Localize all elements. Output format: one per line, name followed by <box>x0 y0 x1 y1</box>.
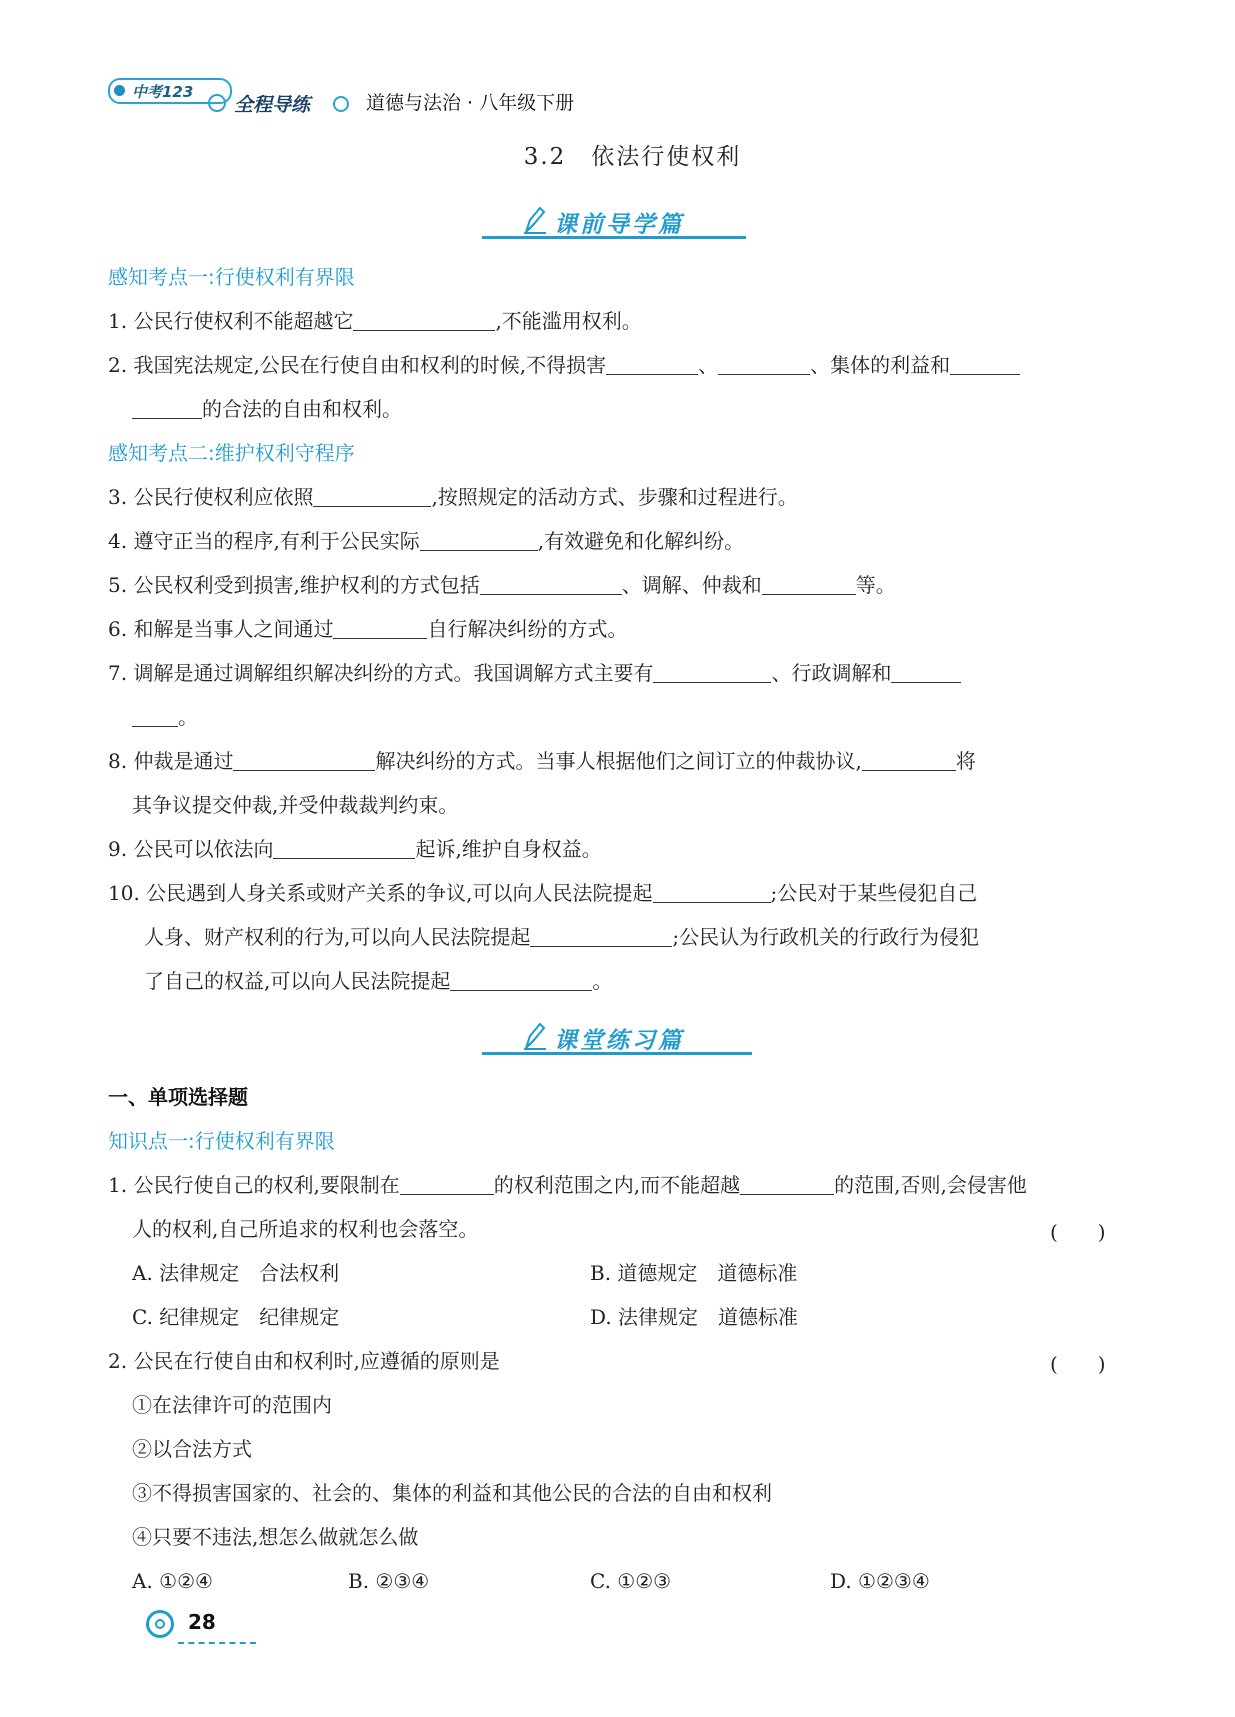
answer-blank[interactable] <box>132 706 178 727</box>
question-8: 8. 仲裁是通过 解决纠纷的方式。当事人根据他们之间订立的仲裁协议, 将 <box>108 749 976 773</box>
question-8-cont: 其争议提交仲裁,并受仲裁裁判约束。 <box>132 793 459 817</box>
page-number: 28 <box>188 1610 216 1634</box>
question-2: 2. 我国宪法规定,公民在行使自由和权利的时候,不得损害 、 、集体的利益和 <box>108 352 1020 378</box>
answer-blank[interactable] <box>606 354 698 375</box>
question-10-cont: 了自己的权益,可以向人民法院提起 。 <box>144 969 613 993</box>
question-10-cont: 人身、财产权利的行为,可以向人民法院提起 ;公民认为行政机关的行政行为侵犯 <box>144 925 980 949</box>
answer-blank[interactable] <box>400 1174 494 1195</box>
option-a[interactable]: A. 法律规定 合法权利 <box>132 1261 340 1285</box>
answer-blank[interactable] <box>862 750 956 771</box>
option-b[interactable]: B. ②③④ <box>348 1569 430 1593</box>
statement-3: ③不得损害国家的、社会的、集体的利益和其他公民的合法的自由和权利 <box>132 1481 772 1505</box>
statement-2: ②以合法方式 <box>132 1437 252 1461</box>
answer-blank[interactable] <box>313 486 431 507</box>
page-header <box>108 78 708 118</box>
statement-4: ④只要不违法,想怎么做就怎么做 <box>132 1525 419 1549</box>
mc-question-2: 2. 公民在行使自由和权利时,应遵循的原则是 <box>108 1349 500 1373</box>
question-5: 5. 公民权利受到损害,维护权利的方式包括 、调解、仲裁和 等。 <box>108 573 896 597</box>
answer-blank[interactable] <box>950 354 1020 375</box>
answer-blank[interactable] <box>450 970 592 991</box>
answer-blank[interactable] <box>333 618 427 639</box>
answer-parentheses[interactable]: ( ) <box>1050 1220 1106 1244</box>
answer-blank[interactable] <box>353 310 495 331</box>
page-footer <box>146 1608 256 1648</box>
question-1: 1. 公民行使权利不能超越它 ,不能滥用权利。 <box>108 309 642 333</box>
banner-title: 课堂练习篇 <box>554 1028 684 1054</box>
answer-blank[interactable] <box>740 1174 834 1195</box>
target-icon <box>146 1610 174 1638</box>
pre-class-banner <box>482 206 746 239</box>
mc-question-1: 1. 公民行使自己的权利,要限制在 的权利范围之内,而不能超越 的范围,否则,会侵害他 <box>108 1173 1027 1197</box>
answer-blank[interactable] <box>132 398 202 419</box>
question-7: 7. 调解是通过调解组织解决纠纷的方式。我国调解方式主要有 、行政调解和 <box>108 660 961 686</box>
answer-blank[interactable] <box>420 530 538 551</box>
question-4: 4. 遵守正当的程序,有利于公民实际 ,有效避免和化解纠纷。 <box>108 529 745 553</box>
ring-icon <box>208 94 226 112</box>
in-class-banner <box>482 1022 752 1055</box>
option-b[interactable]: B. 道德规定 道德标准 <box>590 1261 798 1285</box>
pen-icon <box>522 1022 548 1050</box>
question-10: 10. 公民遇到人身关系或财产关系的争议,可以向人民法院提起 ;公民对于某些侵犯自己 <box>108 881 978 905</box>
question-2-cont: 的合法的自由和权利。 <box>132 396 402 422</box>
question-7-cont: 。 <box>132 704 198 730</box>
logo-text: 中考123 <box>132 83 194 101</box>
answer-blank[interactable] <box>891 662 961 683</box>
option-d[interactable]: D. ①②③④ <box>830 1569 930 1593</box>
answer-blank[interactable] <box>480 574 622 595</box>
question-9: 9. 公民可以依法向 起诉,维护自身权益。 <box>108 837 602 861</box>
answer-blank[interactable] <box>718 354 810 375</box>
divider <box>178 1642 256 1644</box>
option-a[interactable]: A. ①②④ <box>132 1569 213 1593</box>
pen-icon <box>522 206 548 234</box>
section-point-2: 感知考点二:维护权利守程序 <box>108 441 355 465</box>
logo-dot-icon <box>114 85 125 96</box>
question-3: 3. 公民行使权利应依照 ,按照规定的活动方式、步骤和过程进行。 <box>108 485 798 509</box>
mc-question-1-cont: 人的权利,自己所追求的权利也会落空。 <box>132 1217 479 1241</box>
ring-icon <box>333 96 349 112</box>
option-d[interactable]: D. 法律规定 道德标准 <box>590 1305 799 1329</box>
statement-1: ①在法律许可的范围内 <box>132 1393 332 1417</box>
banner-title: 课前导学篇 <box>554 212 684 238</box>
section-point-1: 感知考点一:行使权利有界限 <box>108 265 355 289</box>
brand-name: 全程导练 <box>234 94 311 116</box>
answer-blank[interactable] <box>233 750 375 771</box>
section-heading: 一、单项选择题 <box>108 1085 248 1109</box>
answer-blank[interactable] <box>530 926 672 947</box>
answer-blank[interactable] <box>653 662 771 683</box>
answer-parentheses[interactable]: ( ) <box>1050 1352 1106 1376</box>
answer-blank[interactable] <box>273 838 415 859</box>
page-title: 3.2 依法行使权利 <box>523 144 742 170</box>
question-6: 6. 和解是当事人之间通过 自行解决纠纷的方式。 <box>108 617 628 641</box>
subject-label: 道德与法治 · 八年级下册 <box>366 92 575 114</box>
knowledge-point-1: 知识点一:行使权利有界限 <box>108 1129 335 1153</box>
option-c[interactable]: C. ①②③ <box>590 1569 672 1593</box>
answer-blank[interactable] <box>762 574 856 595</box>
option-c[interactable]: C. 纪律规定 纪律规定 <box>132 1305 340 1329</box>
answer-blank[interactable] <box>653 882 771 903</box>
